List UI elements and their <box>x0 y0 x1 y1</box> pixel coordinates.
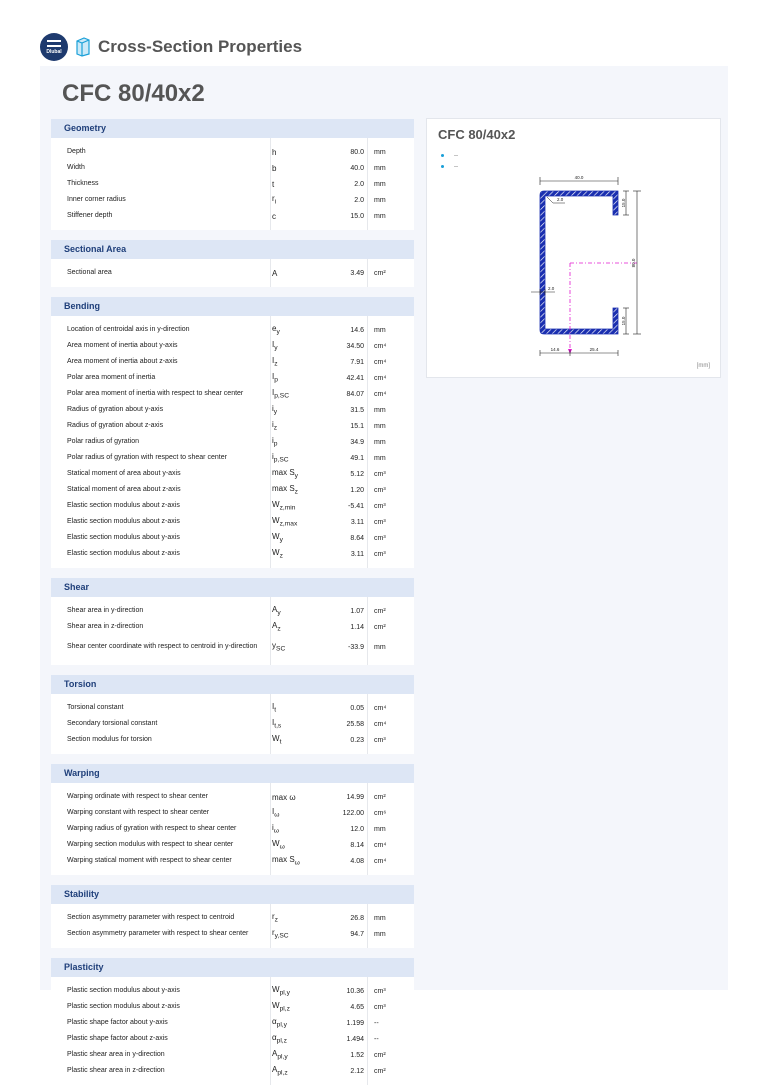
section-figure <box>426 118 721 378</box>
property-symbol: $I_y$ <box>272 340 278 352</box>
table-row <box>51 1047 414 1063</box>
property-symbol: h <box>272 147 277 157</box>
section-gap <box>51 287 414 297</box>
property-value: 0.05 <box>350 704 364 712</box>
property-value: -5.41 <box>348 502 364 510</box>
property-symbol: $e_y$ <box>272 324 280 336</box>
property-unit: cm² <box>374 1051 386 1059</box>
property-value: 84.07 <box>346 390 364 398</box>
property-description: Elastic section modulus about z-axis <box>67 550 180 557</box>
property-unit: mm <box>374 148 386 156</box>
dim-lip-top-label: 15.0 <box>621 198 626 208</box>
properties-table <box>51 119 414 1085</box>
property-symbol: $\alpha_{pl,y}$ <box>272 1017 287 1029</box>
property-description: Plastic shear area in z-direction <box>67 1067 165 1074</box>
property-symbol: $\max S_\omega$ <box>272 855 300 867</box>
property-unit: mm <box>374 406 386 414</box>
property-symbol: $A_y$ <box>272 605 281 617</box>
property-symbol: $i_p$ <box>272 436 278 448</box>
property-description: Elastic section modulus about z-axis <box>67 518 180 525</box>
property-description: Warping statical moment with respect to shear center <box>67 857 232 864</box>
property-description: Warping constant with respect to shear center <box>67 809 210 816</box>
report-panel <box>40 66 728 1077</box>
property-description: Plastic shape factor about y-axis <box>67 1019 168 1026</box>
table-row <box>51 402 414 418</box>
property-unit: mm <box>374 914 386 922</box>
legend-item: -- <box>441 150 458 161</box>
property-unit: cm² <box>374 793 386 801</box>
table-row <box>51 546 414 562</box>
property-description: Plastic section modulus about y-axis <box>67 987 180 994</box>
section-header: Warping <box>51 764 414 783</box>
table-row <box>51 837 414 853</box>
section-rows <box>51 138 414 230</box>
property-value: 12.0 <box>350 825 364 833</box>
property-value: 4.08 <box>350 857 364 865</box>
radius-leader <box>547 197 553 203</box>
table-row <box>51 434 414 450</box>
property-value: 2.0 <box>354 196 364 204</box>
table-row <box>51 530 414 546</box>
property-description: Torsional constant <box>67 704 124 711</box>
dim-ysc-label: 25.4 <box>589 347 599 352</box>
property-description: Sectional area <box>67 269 112 276</box>
dim-width-label: 40.0 <box>574 175 584 180</box>
table-row <box>51 999 414 1015</box>
property-value: 14.99 <box>346 793 364 801</box>
section-gap <box>51 948 414 958</box>
property-symbol: $W_\omega$ <box>272 839 285 851</box>
property-unit: -- <box>374 1019 379 1027</box>
property-description: Secondary torsional constant <box>67 720 158 727</box>
property-value: 2.12 <box>350 1067 364 1075</box>
property-description: Depth <box>67 148 86 155</box>
property-symbol: $i_z$ <box>272 420 278 432</box>
property-unit: mm <box>374 454 386 462</box>
property-value: 49.1 <box>350 454 364 462</box>
figure-unit: [mm] <box>696 363 710 369</box>
table-row <box>51 700 414 716</box>
property-description: Thickness <box>67 180 99 187</box>
property-value: 5.12 <box>350 470 364 478</box>
property-description: Statical moment of area about z-axis <box>67 486 181 493</box>
table-row <box>51 732 414 748</box>
app-title: Cross-Section Properties <box>98 37 303 56</box>
property-unit: cm² <box>374 623 386 631</box>
property-value: 122.00 <box>342 809 364 817</box>
property-unit: cm³ <box>374 518 386 526</box>
property-value: 0.23 <box>350 736 364 744</box>
property-unit: cm² <box>374 269 386 277</box>
property-value: 7.91 <box>350 358 364 366</box>
property-unit: mm <box>374 422 386 430</box>
property-symbol: $I_t$ <box>272 702 277 714</box>
property-symbol: $\max S_z$ <box>272 484 298 496</box>
property-symbol: $A_z$ <box>272 621 281 633</box>
property-unit: mm <box>374 196 386 204</box>
table-row <box>51 418 414 434</box>
table-row <box>51 853 414 869</box>
section-rows <box>51 783 414 875</box>
table-row <box>51 450 414 466</box>
dim-radius-label: 2.0 <box>557 197 564 202</box>
property-unit: cm⁴ <box>374 720 387 728</box>
property-value: 34.50 <box>346 342 364 350</box>
property-unit: mm <box>374 643 386 651</box>
table-row <box>51 208 414 224</box>
table-row <box>51 265 414 281</box>
property-value: 2.0 <box>354 180 364 188</box>
property-unit: cm⁴ <box>374 342 387 350</box>
property-symbol: $r_i$ <box>272 194 277 206</box>
property-unit: cm⁴ <box>374 390 387 398</box>
property-value: 31.5 <box>350 406 364 414</box>
property-description: Polar radius of gyration <box>67 438 139 445</box>
property-unit: cm⁴ <box>374 704 387 712</box>
property-description: Plastic section modulus about z-axis <box>67 1003 180 1010</box>
property-symbol: $i_y$ <box>272 404 278 416</box>
property-unit: cm³ <box>374 502 386 510</box>
property-symbol: c <box>272 211 276 221</box>
property-description: Warping radius of gyration with respect to shear center <box>67 825 237 832</box>
property-symbol: $\max S_y$ <box>272 468 298 480</box>
property-description: Width <box>67 164 85 171</box>
section-rows <box>51 694 414 754</box>
property-unit: mm <box>374 180 386 188</box>
property-value: 8.64 <box>350 534 364 542</box>
property-symbol: $I_{t,s}$ <box>272 718 282 730</box>
table-row <box>51 619 414 635</box>
property-symbol: $I_\omega$ <box>272 807 280 819</box>
table-row <box>51 144 414 160</box>
table-row <box>51 370 414 386</box>
property-description: Shear area in z-direction <box>67 623 144 630</box>
section-header: Stability <box>51 885 414 904</box>
property-description: Elastic section modulus about z-axis <box>67 502 180 509</box>
section-rows <box>51 977 414 1085</box>
table-row <box>51 338 414 354</box>
section-rows <box>51 904 414 948</box>
section-header: Plasticity <box>51 958 414 977</box>
property-value: 1.14 <box>350 623 364 631</box>
table-row <box>51 322 414 338</box>
property-symbol: t <box>272 179 275 189</box>
property-symbol: $i_\omega$ <box>272 823 279 835</box>
section-header: Sectional Area <box>51 240 414 259</box>
property-description: Inner corner radius <box>67 196 126 203</box>
property-description: Polar area moment of inertia <box>67 374 156 381</box>
property-description: Polar radius of gyration with respect to shear center <box>67 454 227 461</box>
property-unit: mm <box>374 326 386 334</box>
table-row <box>51 160 414 176</box>
property-symbol: $W_y$ <box>272 532 283 544</box>
section-gap <box>51 754 414 764</box>
property-symbol: $A_{pl,y}$ <box>272 1049 288 1061</box>
property-value: 1.07 <box>350 607 364 615</box>
property-unit: cm³ <box>374 470 386 478</box>
property-description: Section modulus for torsion <box>67 736 152 743</box>
page-title: CFC 80/40x2 <box>62 80 205 107</box>
property-description: Radius of gyration about y-axis <box>67 406 164 413</box>
property-description: Plastic shape factor about z-axis <box>67 1035 168 1042</box>
property-value: 34.9 <box>350 438 364 446</box>
table-row <box>51 176 414 192</box>
table-row <box>51 789 414 805</box>
property-symbol: $W_z$ <box>272 548 283 560</box>
property-value: 1.52 <box>350 1051 364 1059</box>
section-header: Geometry <box>51 119 414 138</box>
table-row <box>51 482 414 498</box>
section-rows <box>51 316 414 568</box>
table-row <box>51 1063 414 1079</box>
table-row <box>51 354 414 370</box>
table-row <box>51 805 414 821</box>
property-unit: cm² <box>374 1067 386 1075</box>
legend-item: -- <box>441 161 458 172</box>
property-symbol: $r_z$ <box>272 912 278 924</box>
property-symbol: $r_{y,SC}$ <box>272 928 289 940</box>
property-description: Section asymmetry parameter with respect to centroid <box>67 914 235 921</box>
property-symbol: $I_z$ <box>272 356 278 368</box>
property-value: 42.41 <box>346 374 364 382</box>
property-description: Area moment of inertia about y-axis <box>67 342 178 349</box>
property-symbol: $W_{z,max}$ <box>272 516 298 528</box>
section-header: Torsion <box>51 675 414 694</box>
property-value: 3.49 <box>350 269 364 277</box>
property-unit: mm <box>374 825 386 833</box>
property-symbol: $I_{p,SC}$ <box>272 388 290 400</box>
property-value: 80.0 <box>350 148 364 156</box>
property-value: 14.6 <box>350 326 364 334</box>
property-description: Area moment of inertia about z-axis <box>67 358 178 365</box>
property-description: Polar area moment of inertia with respect to shear center <box>67 390 244 397</box>
property-description: Warping ordinate with respect to shear center <box>67 793 208 800</box>
property-description: Elastic section modulus about y-axis <box>67 534 180 541</box>
property-unit: cm³ <box>374 486 386 494</box>
property-value: 26.8 <box>350 914 364 922</box>
table-row <box>51 386 414 402</box>
property-value: 40.0 <box>350 164 364 172</box>
table-row <box>51 498 414 514</box>
figure-title: CFC 80/40x2 <box>438 127 516 142</box>
property-unit: cm⁶ <box>374 809 387 817</box>
property-symbol: $W_{pl,y}$ <box>272 985 290 997</box>
property-value: 25.58 <box>346 720 364 728</box>
property-symbol: max ω <box>272 792 296 802</box>
property-unit: cm⁴ <box>374 358 387 366</box>
property-description: Section asymmetry parameter with respect to shear center <box>67 930 249 937</box>
property-symbol: $A_{pl,z}$ <box>272 1065 288 1077</box>
table-row <box>51 910 414 926</box>
property-unit: cm⁴ <box>374 841 387 849</box>
property-description: Warping section modulus with respect to shear center <box>67 841 234 848</box>
table-row <box>51 192 414 208</box>
cross-section-drawing <box>427 119 720 377</box>
property-value: 94.7 <box>350 930 364 938</box>
property-description: Stiffener depth <box>67 212 113 219</box>
section-header: Bending <box>51 297 414 316</box>
property-symbol: $\alpha_{pl,z}$ <box>272 1033 287 1045</box>
property-value: 10.36 <box>346 987 364 995</box>
property-unit: mm <box>374 930 386 938</box>
property-unit: cm³ <box>374 736 386 744</box>
property-unit: cm⁴ <box>374 374 387 382</box>
property-unit: cm³ <box>374 550 386 558</box>
property-description: Shear center coordinate with respect to centroid in y-direction <box>67 643 258 650</box>
property-value: 15.1 <box>350 422 364 430</box>
property-symbol: $i_{p,SC}$ <box>272 452 289 464</box>
table-row <box>51 926 414 942</box>
property-description: Location of centroidal axis in y-direction <box>67 326 190 333</box>
property-description: Shear area in y-direction <box>67 607 144 614</box>
property-value: 3.11 <box>350 518 364 526</box>
cross-section-app-icon <box>74 37 92 57</box>
property-unit: cm³ <box>374 987 386 995</box>
table-row <box>51 716 414 732</box>
section-rows <box>51 259 414 287</box>
property-description: Radius of gyration about z-axis <box>67 422 164 429</box>
brand-name: Dlubal <box>46 48 62 55</box>
property-unit: mm <box>374 212 386 220</box>
property-value: 4.65 <box>350 1003 364 1011</box>
dim-ey-label: 14.6 <box>550 347 560 352</box>
table-row <box>51 983 414 999</box>
dim-lip-bottom-label: 15.0 <box>621 316 626 326</box>
dim-thickness-label: 2.0 <box>548 286 555 291</box>
table-row <box>51 635 414 659</box>
cfc-section-shape <box>540 191 618 334</box>
property-unit: cm³ <box>374 1003 386 1011</box>
property-value: 1.20 <box>350 486 364 494</box>
property-value: -33.9 <box>348 643 364 651</box>
table-row <box>51 514 414 530</box>
property-symbol: $W_{z,min}$ <box>272 500 296 512</box>
property-value: 15.0 <box>350 212 364 220</box>
property-symbol: $W_{pl,z}$ <box>272 1001 290 1013</box>
table-row <box>51 821 414 837</box>
table-row <box>51 1031 414 1047</box>
property-description: Plastic shear area in y-direction <box>67 1051 165 1058</box>
property-value: 8.14 <box>350 841 364 849</box>
property-unit: mm <box>374 164 386 172</box>
property-value: 1.199 <box>346 1019 364 1027</box>
property-value: 1.494 <box>346 1035 364 1043</box>
table-row <box>51 1015 414 1031</box>
property-unit: cm² <box>374 607 386 615</box>
property-unit: -- <box>374 1035 379 1043</box>
section-gap <box>51 568 414 578</box>
property-symbol: $y_{SC}$ <box>272 641 286 653</box>
dim-depth-label: 80.0 <box>631 258 636 268</box>
property-unit: cm⁴ <box>374 857 387 865</box>
table-row <box>51 466 414 482</box>
property-symbol: b <box>272 163 277 173</box>
property-symbol: $W_t$ <box>272 734 282 746</box>
property-value: 3.11 <box>350 550 364 558</box>
section-gap <box>51 665 414 675</box>
property-symbol: $I_p$ <box>272 372 278 384</box>
section-gap <box>51 230 414 240</box>
property-unit: mm <box>374 438 386 446</box>
section-header: Shear <box>51 578 414 597</box>
property-unit: cm³ <box>374 534 386 542</box>
dlubal-logo <box>40 33 68 61</box>
section-rows <box>51 597 414 665</box>
top-bar <box>40 30 302 64</box>
property-description: Statical moment of area about y-axis <box>67 470 181 477</box>
section-gap <box>51 875 414 885</box>
property-symbol: A <box>272 268 278 278</box>
table-row <box>51 603 414 619</box>
